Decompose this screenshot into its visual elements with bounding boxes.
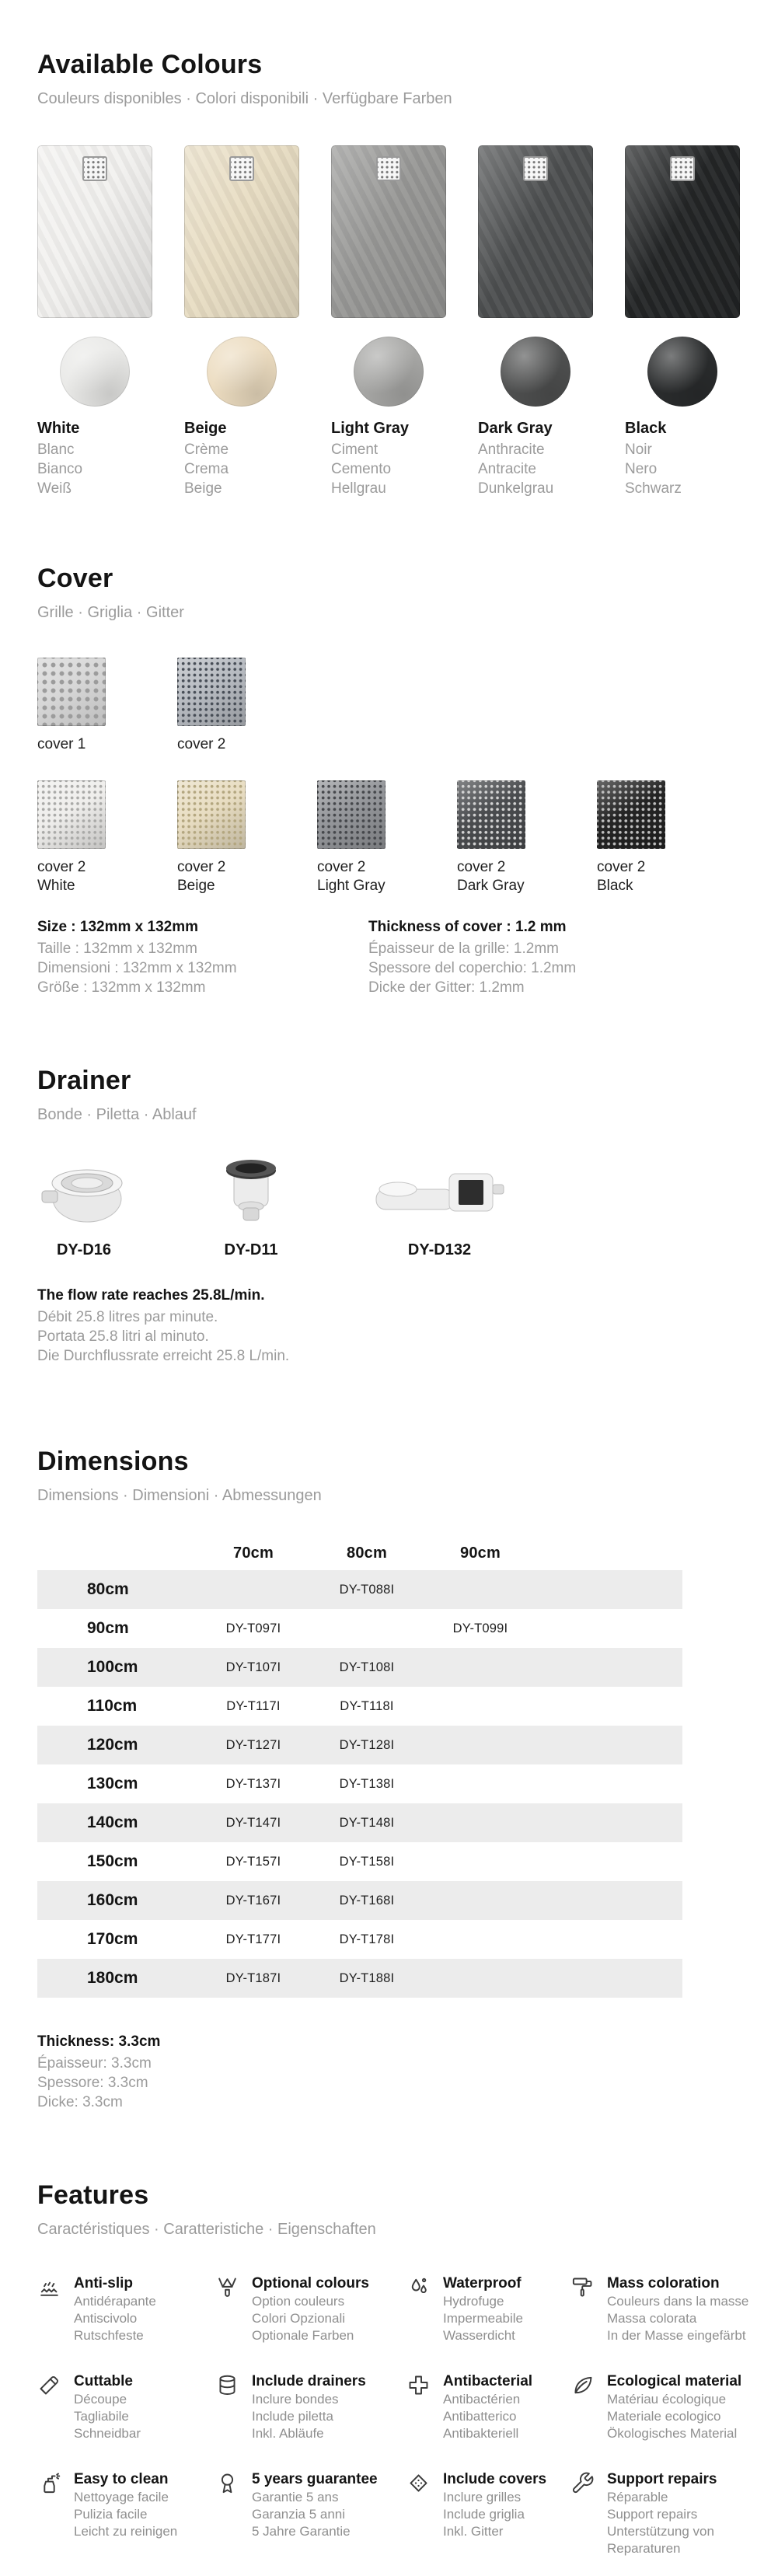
- feature-translation: Ökologisches Material: [607, 2426, 738, 2441]
- feature-title: Cuttable: [74, 2373, 133, 2389]
- colour-translation: Cemento: [331, 461, 392, 477]
- feature-title: Optional colours: [252, 2275, 369, 2292]
- drainer-photo-dy-d132: [372, 1150, 508, 1232]
- feature-title: Easy to clean: [74, 2471, 169, 2487]
- feature-translation: Schneidbar: [74, 2426, 141, 2441]
- dimensions-row-170cm: [37, 1920, 682, 1959]
- dimensions-section-subtitle: Dimensions · Dimensioni · Abmessungen: [37, 1487, 322, 1504]
- cover-item-cover-1: [37, 658, 177, 754]
- feature-text: [607, 2274, 748, 2344]
- dimensions-row-110cm: [37, 1687, 682, 1726]
- feature-mass-coloration: [570, 2274, 762, 2344]
- feature-cuttable: [37, 2372, 215, 2442]
- feature-translation: Pulizia facile: [74, 2507, 148, 2522]
- feature-translation: 5 Jahre Garantie: [252, 2524, 351, 2539]
- cover-grille-image-cover-2-light-gray: [317, 780, 386, 849]
- flow-rate-line: Die Durchflussrate erreicht 25.8 L/min.: [37, 1348, 290, 1364]
- feature-text: [607, 2372, 741, 2442]
- cover-item-cover-2-black: [597, 780, 737, 895]
- dimensions-row-100cm: [37, 1648, 682, 1687]
- cover-thickness-block: [368, 919, 576, 997]
- drainer-photo-dy-d16: [37, 1150, 131, 1232]
- feature-translation: Garantie 5 ans: [252, 2490, 339, 2504]
- drainer-section-title: Drainer: [37, 1066, 131, 1095]
- colour-card-light-gray: [331, 337, 446, 498]
- colour-translations: [184, 440, 299, 498]
- feature-translation: Antibakteriell: [443, 2426, 519, 2441]
- feature-translation: Antibactérien: [443, 2392, 521, 2407]
- dimensions-row-140cm: [37, 1803, 682, 1842]
- easy-to-clean-icon: [37, 2470, 65, 2495]
- cover-label-colour: Dark Gray: [457, 878, 525, 894]
- feature-5-years-guarantee: [215, 2470, 406, 2557]
- colour-card-dark-gray: [478, 337, 593, 498]
- dimensions-row-label: 170cm: [87, 1930, 138, 1948]
- feature-text: [74, 2274, 156, 2344]
- feature-translation: Colori Opzionali: [252, 2311, 345, 2326]
- feature-translation: Rutschfeste: [74, 2328, 144, 2343]
- dimensions-row-label: 150cm: [87, 1852, 138, 1870]
- waterproof-icon: [406, 2274, 434, 2299]
- cover-label-colour: Beige: [177, 878, 215, 894]
- cover-item-cover-2-dark-gray: [457, 780, 597, 895]
- dimensions-row-label: 140cm: [87, 1813, 138, 1831]
- antibacterial-icon: [406, 2372, 434, 2397]
- tray-thickness-line: Dicke: 3.3cm: [37, 2094, 123, 2110]
- colours-section-subtitle: Couleurs disponibles · Colori disponibili · Verfügbare Farben: [37, 90, 452, 107]
- colour-name: Black: [625, 420, 667, 437]
- cover-thickness-line: Épaisseur de la grille: 1.2mm: [368, 941, 559, 957]
- model-code: DY-T137I: [225, 1776, 281, 1791]
- feature-translation: Antidérapante: [74, 2294, 156, 2309]
- ecological-material-icon: [570, 2372, 598, 2397]
- feature-text: [252, 2470, 378, 2540]
- dimensions-row-90cm: [37, 1609, 682, 1648]
- drainer-section-subtitle: Bonde · Piletta · Ablauf: [37, 1106, 197, 1123]
- tray-image-dark-gray: [478, 145, 593, 318]
- model-code: DY-T168I: [339, 1893, 395, 1908]
- colours-section-title: Available Colours: [37, 50, 263, 79]
- cover-label: [37, 858, 177, 895]
- optional-colours-icon: [215, 2274, 243, 2299]
- cover-label-colour: White: [37, 878, 75, 894]
- dimensions-row-label: 90cm: [87, 1619, 129, 1637]
- drainer-item-dy-d11: [204, 1150, 298, 1259]
- model-code: DY-T147I: [225, 1815, 281, 1830]
- feature-text: [74, 2372, 141, 2442]
- model-code: DY-T099I: [452, 1621, 508, 1635]
- cover-size-line: Größe : 132mm x 132mm: [37, 979, 206, 996]
- feature-title: 5 years guarantee: [252, 2471, 378, 2487]
- drainer-item-dy-d16: [37, 1150, 131, 1259]
- feature-translation: Nettoyage facile: [74, 2490, 169, 2504]
- model-code: DY-T128I: [339, 1737, 395, 1752]
- feature-waterproof: [406, 2274, 570, 2344]
- anti-slip-icon: [37, 2274, 65, 2299]
- model-code: DY-T178I: [339, 1932, 395, 1946]
- cover-item-cover-2: [177, 658, 317, 754]
- model-code: DY-T108I: [339, 1660, 395, 1674]
- colour-translation: Anthracite: [478, 442, 545, 458]
- model-code: DY-T127I: [225, 1737, 281, 1752]
- features-section: [37, 2180, 762, 2557]
- model-code: DY-T177I: [225, 1932, 281, 1946]
- features-section-title: Features: [37, 2180, 149, 2210]
- feature-text: [443, 2372, 532, 2442]
- tray-image-light-gray: [331, 145, 446, 318]
- flow-rate-heading: The flow rate reaches 25.8L/min.: [37, 1287, 265, 1304]
- include-drainers-icon: [215, 2372, 243, 2397]
- cover-size-heading: Size : 132mm x 132mm: [37, 919, 199, 935]
- drain-grille-icon: [82, 156, 107, 181]
- cover-label-line: cover 2: [177, 736, 226, 752]
- colour-translation: Blanc: [37, 442, 75, 458]
- feature-translation: Antiscivolo: [74, 2311, 138, 2326]
- dimensions-row-80cm: [37, 1570, 682, 1609]
- feature-text: [443, 2274, 523, 2344]
- tray-image-white: [37, 145, 152, 318]
- feature-translation: Garanzia 5 anni: [252, 2507, 346, 2522]
- cover-label-line: cover 1: [37, 736, 86, 752]
- tray-row: [37, 145, 762, 318]
- drainer-row: [37, 1150, 762, 1259]
- tray-image-beige: [184, 145, 299, 318]
- dimensions-column-header: 90cm: [460, 1544, 501, 1562]
- colour-swatch-black: [647, 337, 717, 407]
- drainer-model-label: DY-D11: [224, 1241, 278, 1258]
- dimensions-row-label: 110cm: [87, 1697, 138, 1715]
- feature-translation: Couleurs dans la masse: [607, 2294, 749, 2309]
- cover-grille-image-cover-2-dark-gray: [457, 780, 525, 849]
- feature-include-drainers: [215, 2372, 406, 2442]
- cover-thickness-line: Dicke der Gitter: 1.2mm: [368, 979, 525, 996]
- include-covers-icon: [406, 2470, 434, 2495]
- feature-title: Ecological material: [607, 2373, 742, 2389]
- support-repairs-icon: [570, 2470, 598, 2495]
- cover-grille-image-cover-2-white: [37, 780, 106, 849]
- colour-name: Beige: [184, 420, 227, 437]
- colour-name: White: [37, 420, 80, 437]
- colour-swatch-dark-gray: [501, 337, 570, 407]
- tray-thickness-line: Spessore: 3.3cm: [37, 2075, 148, 2091]
- cover-label-line: cover 2: [317, 859, 366, 875]
- colour-swatch-beige: [207, 337, 277, 407]
- cover-row-2: [37, 780, 762, 895]
- cover-label-line: cover 2: [37, 859, 86, 875]
- cover-item-cover-2-beige: [177, 780, 317, 895]
- feature-translation: Réparable: [607, 2490, 668, 2504]
- cover-section-subtitle: Grille · Griglia · Gitter: [37, 604, 184, 621]
- cover-row-1: [37, 658, 762, 754]
- feature-optional-colours: [215, 2274, 406, 2344]
- feature-antibacterial: [406, 2372, 570, 2442]
- cover-size-line: Dimensioni : 132mm x 132mm: [37, 960, 237, 976]
- colour-translation: Crème: [184, 442, 229, 458]
- guarantee-icon: [215, 2470, 243, 2495]
- dimensions-row-160cm: [37, 1881, 682, 1920]
- tray-image-black: [625, 145, 740, 318]
- feature-translation: Include piletta: [252, 2409, 333, 2424]
- model-code: DY-T117I: [226, 1698, 281, 1713]
- dimensions-row-label: 120cm: [87, 1736, 138, 1754]
- feature-title: Anti-slip: [74, 2275, 133, 2292]
- feature-title: Support repairs: [607, 2471, 717, 2487]
- tray-thickness-line: Épaisseur: 3.3cm: [37, 2055, 152, 2072]
- model-code: DY-T138I: [339, 1776, 395, 1791]
- model-code: DY-T187I: [225, 1970, 281, 1985]
- feature-text: [607, 2470, 755, 2557]
- cover-label: [37, 735, 177, 754]
- dimensions-row-label: 180cm: [87, 1969, 138, 1987]
- colour-translation: Noir: [625, 442, 652, 458]
- drainer-model-label: DY-D132: [407, 1241, 472, 1258]
- cover-label: [457, 858, 597, 895]
- colour-translation: Weiß: [37, 480, 72, 497]
- feature-text: [252, 2372, 366, 2442]
- drain-grille-icon: [229, 156, 254, 181]
- cover-thickness-line: Spessore del coperchio: 1.2mm: [368, 960, 577, 976]
- feature-translation: Wasserdicht: [443, 2328, 515, 2343]
- cover-label: [597, 858, 737, 895]
- cover-item-cover-2-light-gray: [317, 780, 457, 895]
- dimensions-table-header-row: [37, 1536, 682, 1570]
- feature-translation: In der Masse eingefärbt: [607, 2328, 746, 2343]
- dimensions-row-label: 160cm: [87, 1891, 138, 1909]
- cover-size-line: Taille : 132mm x 132mm: [37, 941, 197, 957]
- drainer-photo-dy-d11: [204, 1150, 298, 1232]
- feature-translation: Hydrofuge: [443, 2294, 504, 2309]
- colour-translation: Ciment: [331, 442, 379, 458]
- dimensions-row-130cm: [37, 1764, 682, 1803]
- feature-translation: Support repairs: [607, 2507, 698, 2522]
- feature-translation: Include griglia: [443, 2507, 525, 2522]
- model-code: DY-T107I: [225, 1660, 281, 1674]
- feature-translation: Découpe: [74, 2392, 127, 2407]
- feature-translation: Optionale Farben: [252, 2328, 354, 2343]
- model-code: DY-T188I: [339, 1970, 395, 1985]
- colour-card-beige: [184, 337, 299, 498]
- feature-ecological-material: [570, 2372, 762, 2442]
- model-code: DY-T158I: [339, 1854, 395, 1869]
- drainer-model-label: DY-D16: [56, 1241, 112, 1258]
- colour-name: Dark Gray: [478, 420, 553, 437]
- colour-translation: Antracite: [478, 461, 536, 477]
- feature-title: Include covers: [443, 2471, 547, 2487]
- dimensions-row-150cm: [37, 1842, 682, 1881]
- tray-thickness-heading: Thickness: 3.3cm: [37, 2033, 161, 2050]
- colour-translations: [478, 440, 593, 498]
- model-code: DY-T118I: [340, 1698, 394, 1713]
- colour-translation: Schwarz: [625, 480, 682, 497]
- colour-translation: Hellgrau: [331, 480, 386, 497]
- features-section-subtitle: Caractéristiques · Caratteristiche · Eigenschaften: [37, 2221, 376, 2238]
- feature-translation: Inclure bondes: [252, 2392, 339, 2407]
- feature-title: Antibacterial: [443, 2373, 533, 2389]
- colour-card-black: [625, 337, 740, 498]
- cover-label-line: cover 2: [177, 859, 226, 875]
- feature-translation: Inkl. Gitter: [443, 2524, 504, 2539]
- model-code: DY-T097I: [225, 1621, 281, 1635]
- feature-title: Waterproof: [443, 2275, 522, 2292]
- dimensions-column-header: 70cm: [233, 1544, 274, 1562]
- feature-text: [443, 2470, 546, 2540]
- feature-translation: Tagliabile: [74, 2409, 129, 2424]
- feature-translation: Materiale ecologico: [607, 2409, 721, 2424]
- features-grid: [37, 2274, 762, 2557]
- model-code: DY-T157I: [225, 1854, 281, 1869]
- dimensions-row-180cm: [37, 1959, 682, 1998]
- cover-label-colour: Black: [597, 878, 633, 894]
- cuttable-icon: [37, 2372, 65, 2397]
- drainer-item-dy-d132: [372, 1150, 508, 1259]
- available-colours-section: [37, 50, 762, 498]
- colour-translation: Bianco: [37, 461, 83, 477]
- feature-translation: Unterstützung von Reparaturen: [607, 2524, 714, 2556]
- dimensions-table: [37, 1536, 682, 1998]
- model-code: DY-T148I: [339, 1815, 395, 1830]
- feature-anti-slip: [37, 2274, 215, 2344]
- cover-grille-image-cover-2: [177, 658, 246, 726]
- feature-easy-to-clean: [37, 2470, 215, 2557]
- flow-rate-line: Débit 25.8 litres par minute.: [37, 1309, 218, 1325]
- cover-label-line: cover 2: [597, 859, 646, 875]
- colour-translation: Beige: [184, 480, 222, 497]
- dimensions-section: [37, 1447, 762, 2112]
- cover-grille-image-cover-1: [37, 658, 106, 726]
- feature-translation: Impermeabile: [443, 2311, 523, 2326]
- colour-swatch-white: [60, 337, 130, 407]
- feature-support-repairs: [570, 2470, 762, 2557]
- feature-translation: Leicht zu reinigen: [74, 2524, 178, 2539]
- colour-translation: Crema: [184, 461, 229, 477]
- dimensions-row-120cm: [37, 1726, 682, 1764]
- cover-grille-image-cover-2-beige: [177, 780, 246, 849]
- feature-translation: Massa colorata: [607, 2311, 697, 2326]
- dimensions-row-label: 100cm: [87, 1658, 138, 1676]
- model-code: DY-T167I: [225, 1893, 281, 1908]
- drain-grille-icon: [523, 156, 548, 181]
- drain-grille-icon: [670, 156, 695, 181]
- cover-label: [177, 735, 317, 754]
- colour-name: Light Gray: [331, 420, 410, 437]
- drain-grille-icon: [376, 156, 401, 181]
- feature-title: Include drainers: [252, 2373, 366, 2389]
- feature-text: [252, 2274, 369, 2344]
- flow-rate-block: [37, 1287, 762, 1366]
- feature-translation: Inclure grilles: [443, 2490, 522, 2504]
- cover-section: [37, 564, 762, 997]
- colour-swatch-row: [37, 337, 762, 498]
- colour-translation: Nero: [625, 461, 658, 477]
- dimensions-row-label: 130cm: [87, 1775, 138, 1792]
- tray-thickness-block: [37, 2033, 762, 2112]
- colour-card-white: [37, 337, 152, 498]
- cover-specs: [37, 919, 762, 997]
- dimensions-column-header: 80cm: [347, 1544, 387, 1562]
- cover-label: [317, 858, 457, 895]
- dimensions-row-label: 80cm: [87, 1580, 129, 1598]
- colour-translations: [331, 440, 446, 498]
- feature-title: Mass coloration: [607, 2275, 720, 2292]
- mass-coloration-icon: [570, 2274, 598, 2299]
- cover-thickness-heading: Thickness of cover : 1.2 mm: [368, 919, 567, 935]
- colour-translations: [37, 440, 152, 498]
- cover-section-title: Cover: [37, 564, 113, 593]
- colour-translations: [625, 440, 740, 498]
- feature-translation: Antibatterico: [443, 2409, 517, 2424]
- feature-translation: Option couleurs: [252, 2294, 345, 2309]
- feature-include-covers: [406, 2470, 570, 2557]
- drainer-section: [37, 1066, 762, 1366]
- cover-grille-image-cover-2-black: [597, 780, 665, 849]
- flow-rate-line: Portata 25.8 litri al minuto.: [37, 1328, 209, 1345]
- colour-swatch-light-gray: [354, 337, 424, 407]
- feature-translation: Inkl. Abläufe: [252, 2426, 324, 2441]
- cover-label: [177, 858, 317, 895]
- feature-text: [74, 2470, 177, 2540]
- feature-translation: Matériau écologique: [607, 2392, 727, 2407]
- cover-size-block: [37, 919, 368, 997]
- cover-item-cover-2-white: [37, 780, 177, 895]
- model-code: DY-T088I: [339, 1582, 395, 1597]
- colour-translation: Dunkelgrau: [478, 480, 554, 497]
- cover-label-colour: Light Gray: [317, 878, 386, 894]
- dimensions-section-title: Dimensions: [37, 1447, 189, 1476]
- cover-label-line: cover 2: [457, 859, 506, 875]
